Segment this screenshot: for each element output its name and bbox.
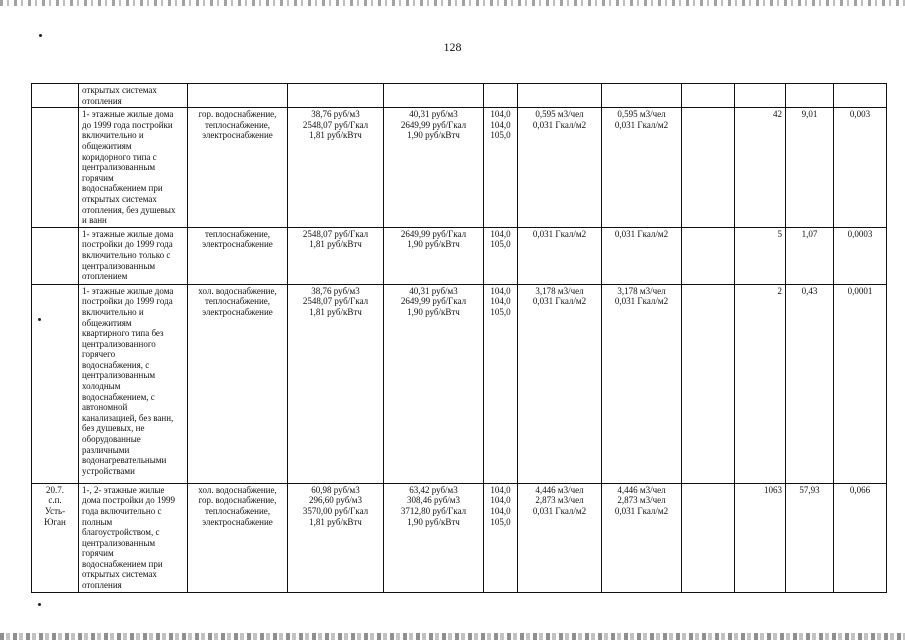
cell-amount: 0,43 — [786, 284, 834, 483]
cell-tariff-new: 40,31 руб/м3 2649,99 руб/Гкал 1,90 руб/кВтч — [384, 284, 484, 483]
table-row — [32, 483, 887, 592]
cell-tariff-new: 2649,99 руб/Гкал 1,90 руб/кВтч — [384, 227, 484, 284]
cell-index: 104,0 104,0 105,0 — [484, 108, 518, 228]
cell-services — [188, 84, 288, 108]
scan-edge-top — [0, 0, 905, 6]
cell-code — [32, 227, 79, 284]
cell-count: 1063 — [735, 483, 786, 592]
table-body — [32, 84, 887, 593]
cell-tariff-new: 40,31 руб/м3 2649,99 руб/Гкал 1,90 руб/кВтч — [384, 108, 484, 228]
cell-blank — [682, 108, 735, 228]
cell-description: открытых системах отопления — [79, 84, 188, 108]
table-row — [32, 284, 887, 483]
cell-index: 104,0 104,0 105,0 — [484, 284, 518, 483]
cell-services: хол. водоснабжение, теплоснабжение, электроснабжение — [188, 284, 288, 483]
cell-norm-new: 4,446 м3/чел 2,873 м3/чел 0,031 Гкал/м2 — [602, 483, 682, 592]
cell-norm-prev: 0,031 Гкал/м2 — [518, 227, 602, 284]
cell-tariff-prev: 60,98 руб/м3 296,60 руб/м3 3570,00 руб/Гкал 1,81 руб/кВтч — [288, 483, 384, 592]
cell-count — [735, 84, 786, 108]
table-row — [32, 84, 887, 108]
cell-norm-prev: 0,595 м3/чел 0,031 Гкал/м2 — [518, 108, 602, 228]
page-number: 128 — [443, 40, 462, 54]
cell-code — [32, 284, 79, 483]
cell-norm-prev: 4,446 м3/чел 2,873 м3/чел 0,031 Гкал/м2 — [518, 483, 602, 592]
scan-speck — [39, 34, 42, 37]
cell-norm-prev — [518, 84, 602, 108]
cell-norm-prev: 3,178 м3/чел 0,031 Гкал/м2 — [518, 284, 602, 483]
cell-amount: 9,01 — [786, 108, 834, 228]
cell-code — [32, 108, 79, 228]
cell-ratio: 0,0001 — [834, 284, 887, 483]
cell-index: 104,0 104,0 104,0 105,0 — [484, 483, 518, 592]
cell-tariff-prev — [288, 84, 384, 108]
cell-description: 1-, 2- этажные жилые дома постройки до 1999 года включительно с полным благоустройством, с централизованным горячим водоснабжением при открытых системах отопления — [79, 483, 188, 592]
scan-edge-bottom — [0, 633, 905, 640]
cell-blank — [682, 227, 735, 284]
cell-tariff-prev: 38,76 руб/м3 2548,07 руб/Гкал 1,81 руб/кВтч — [288, 108, 384, 228]
cell-norm-new — [602, 84, 682, 108]
cell-services: гор. водоснабжение, теплоснабжение, электроснабжение — [188, 108, 288, 228]
scan-speck — [38, 603, 41, 606]
cell-description: 1- этажные жилые дома постройки до 1999 года включительно и общежитиям квартирного типа без централизованного горячего водоснабжения, с централизованным холодным водоснабжением, с автономной канализацией, без ванн, без душевых, не оборудованные различными водонагревательными устройствами — [79, 284, 188, 483]
table-row — [32, 227, 887, 284]
cell-blank — [682, 284, 735, 483]
cell-tariff-new: 63,42 руб/м3 308,46 руб/м3 3712,80 руб/Гкал 1,90 руб/кВтч — [384, 483, 484, 592]
cell-blank — [682, 84, 735, 108]
cell-services: хол. водоснабжение, гор. водоснабжение, теплоснабжение, электроснабжение — [188, 483, 288, 592]
cell-ratio: 0,0003 — [834, 227, 887, 284]
cell-norm-new: 3,178 м3/чел 0,031 Гкал/м2 — [602, 284, 682, 483]
cell-ratio: 0,066 — [834, 483, 887, 592]
cell-count: 2 — [735, 284, 786, 483]
cell-code — [32, 84, 79, 108]
cell-amount: 1,07 — [786, 227, 834, 284]
cell-tariff-prev: 38,76 руб/м3 2548,07 руб/Гкал 1,81 руб/кВтч — [288, 284, 384, 483]
table-row — [32, 108, 887, 228]
cell-tariff-prev: 2548,07 руб/Гкал 1,81 руб/кВтч — [288, 227, 384, 284]
cell-norm-new: 0,595 м3/чел 0,031 Гкал/м2 — [602, 108, 682, 228]
cell-index: 104,0 105,0 — [484, 227, 518, 284]
cell-ratio — [834, 84, 887, 108]
cell-tariff-new — [384, 84, 484, 108]
cell-index — [484, 84, 518, 108]
cell-norm-new: 0,031 Гкал/м2 — [602, 227, 682, 284]
cell-count: 5 — [735, 227, 786, 284]
tariff-table — [31, 83, 887, 593]
cell-description: 1- этажные жилые дома до 1999 года постройки включительно и общежитиям коридорного типа с централизованным горячим водоснабжением при открытых системах отопления, без душевых и ванн — [79, 108, 188, 228]
cell-services: теплоснабжение, электроснабжение — [188, 227, 288, 284]
cell-ratio: 0,003 — [834, 108, 887, 228]
cell-code: 20.7. с.п. Усть- Юган — [32, 483, 79, 592]
cell-amount — [786, 84, 834, 108]
cell-description: 1- этажные жилые дома постройки до 1999 года включительно только с централизованным отоплением — [79, 227, 188, 284]
cell-blank — [682, 483, 735, 592]
cell-count: 42 — [735, 108, 786, 228]
cell-amount: 57,93 — [786, 483, 834, 592]
